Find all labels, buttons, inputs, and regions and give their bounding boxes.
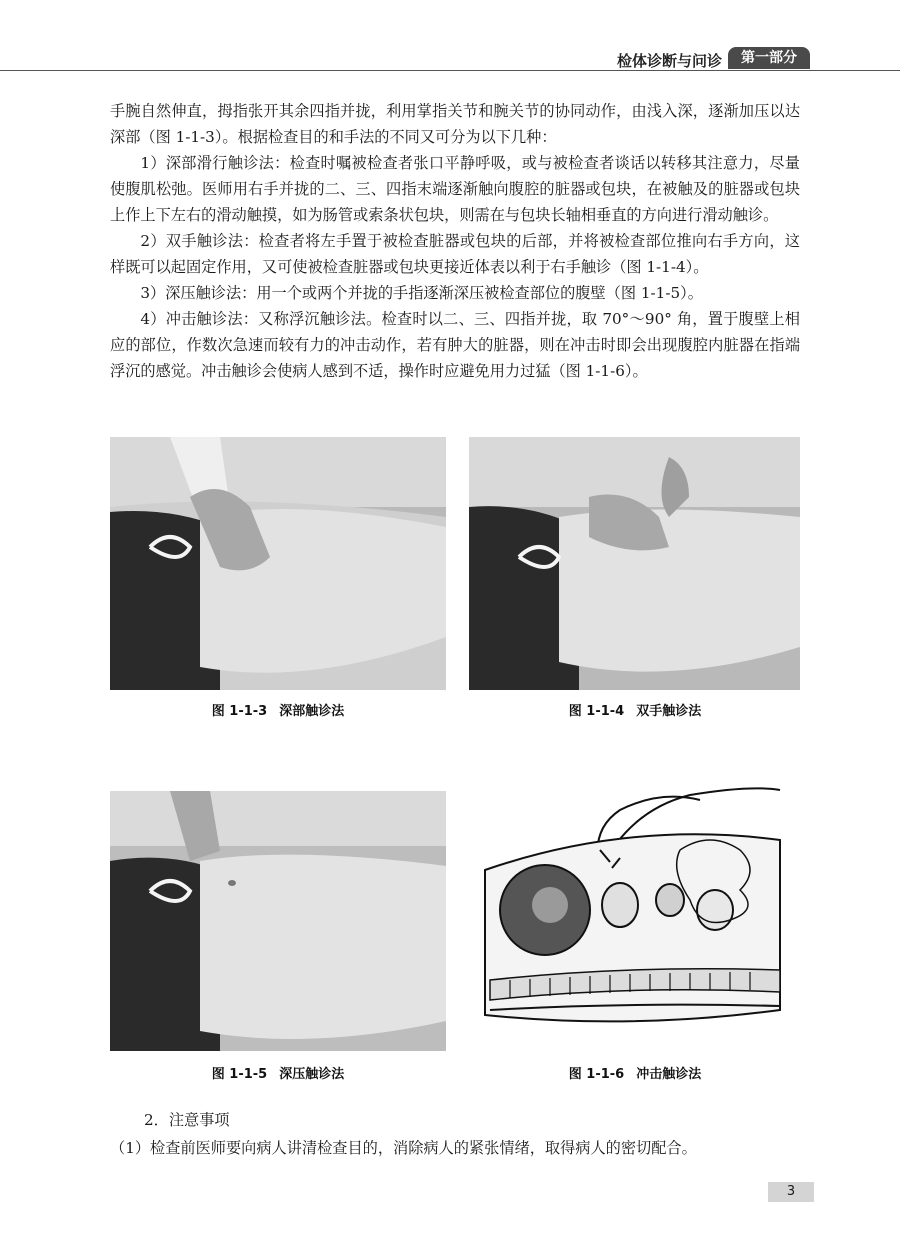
figure-number: 图 1-1-6 (568, 1067, 625, 1082)
figure-title: 深压触诊法 (279, 1067, 345, 1082)
paragraph: 4）冲击触诊法：又称浮沉触诊法。检查时以二、三、四指并拢，取 70°～90° 角，置于腹壁上相应的部位，作数次急速而较有力的冲击动作，若有肿大的脏器，则在冲击时即会出现腹腔内脏器在指端浮沉的感觉。冲击触诊会使病人感到不适，操作时应避免用力过猛（图 1-1-6）。 (110, 310, 800, 380)
paragraph: 1）深部滑行触诊法：检查时嘱被检查者张口平静呼吸，或与被检查者谈话以转移其注意力，尽量使腹肌松弛。医师用右手并拢的二、三、四指末端逐渐触向腹腔的脏器或包块，在被触及的脏器或包块上作上下左右的滑动触摸，如为肠管或索条状包块，则需在与包块长轴相垂直的方向进行滑动触诊。 (110, 154, 800, 224)
page-number: 3 (768, 1182, 814, 1202)
figure-number: 图 1-1-3 (211, 704, 268, 719)
paragraph: 手腕自然伸直，拇指张开其余四指并拢，利用掌指关节和腕关节的协同动作，由浅入深，逐渐加压以达深部（图 1-1-3）。根据检查目的和手法的不同又可分为以下几种： (110, 102, 800, 146)
figure-number: 图 1-1-5 (211, 1067, 268, 1082)
figure-caption (465, 1063, 805, 1082)
body-text (110, 98, 800, 384)
notes-section (110, 1106, 810, 1162)
figure-caption (108, 700, 448, 719)
paragraph: 3）深压触诊法：用一个或两个并拢的手指逐渐深压被检查部位的腹壁（图 1-1-5）。 (140, 284, 703, 302)
figure-illustration-ballottement (480, 780, 800, 1052)
figure-title: 冲击触诊法 (636, 1067, 702, 1082)
note-item: （1）检查前医师要向病人讲清检查目的，消除病人的紧张情绪，取得病人的密切配合。 (110, 1139, 697, 1157)
figure-photo-deep-palpation (110, 437, 446, 690)
figure-title: 双手触诊法 (636, 704, 702, 719)
figure-number: 图 1-1-4 (568, 704, 625, 719)
figure-caption (108, 1063, 448, 1082)
section-heading: 2．注意事项 (144, 1111, 230, 1129)
paragraph: 2）双手触诊法：检查者将左手置于被检查脏器或包块的后部，并将被检查部位推向右手方向，这样既可以起固定作用，又可使被检查脏器或包块更接近体表以利于右手触诊（图 1-1-4）。 (110, 232, 800, 276)
figure-photo-bimanual-palpation (469, 437, 800, 690)
figure-photo-deep-press-palpation (110, 791, 446, 1051)
figure-title: 深部触诊法 (279, 704, 345, 719)
running-header-part-tab: 第一部分 (728, 47, 810, 69)
running-header-title: 检体诊断与问诊 (616, 52, 722, 70)
figure-caption (465, 700, 805, 719)
